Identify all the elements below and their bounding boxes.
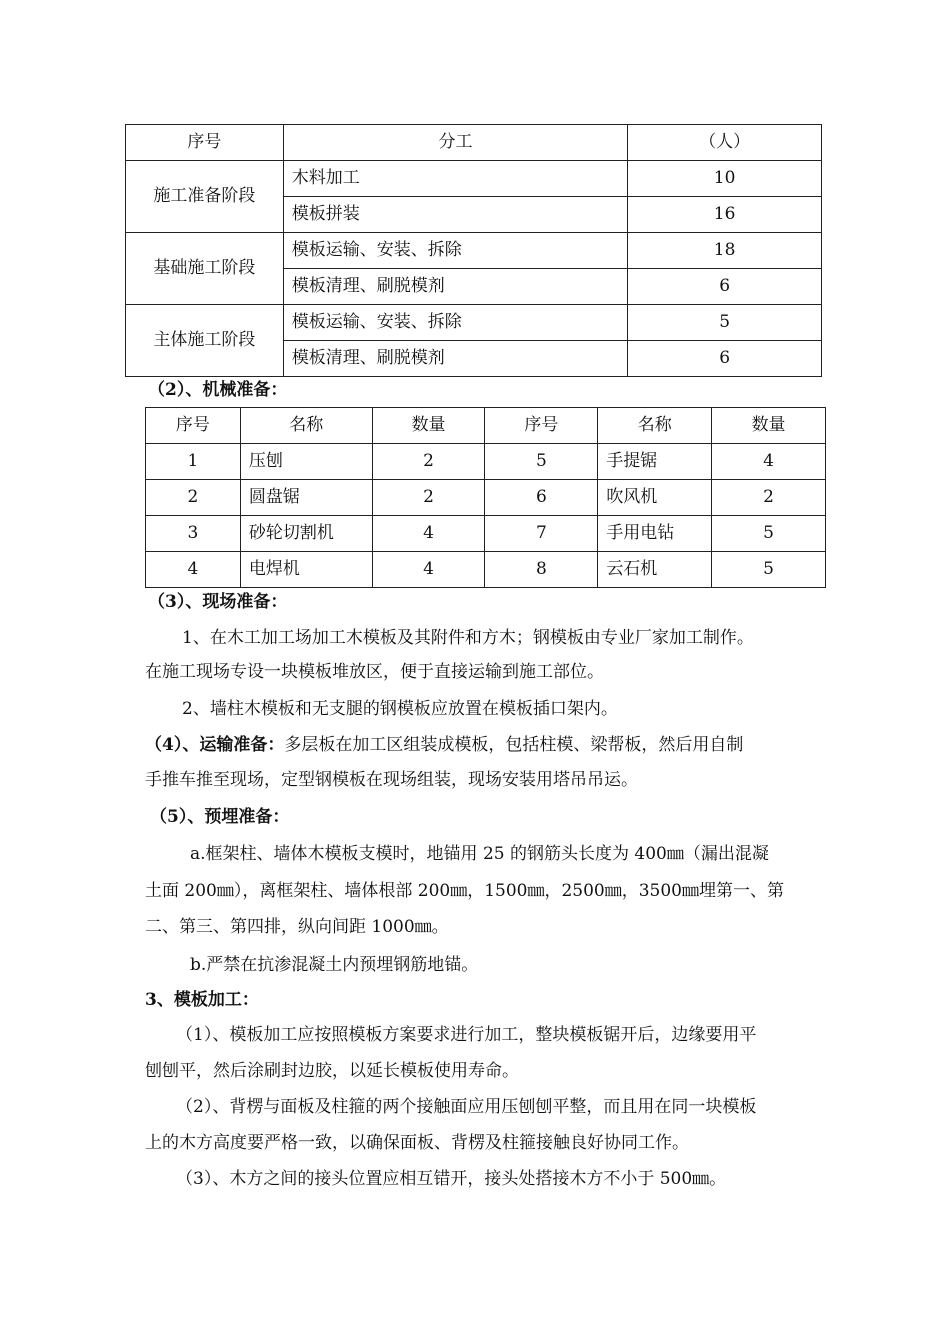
table-cell: 2: [372, 480, 485, 516]
paragraph-line: 土面 200㎜），离框架柱、墙体根部 200㎜，1500㎜，2500㎜，3500㎜埋第一、第: [145, 881, 784, 901]
table-cell: 5: [712, 516, 826, 552]
table-cell: 8: [485, 552, 598, 588]
count-cell: 5: [628, 305, 822, 341]
table-cell: 砂轮切割机: [240, 516, 372, 552]
table-row: [146, 552, 826, 588]
stage-cell: 主体施工阶段: [126, 305, 284, 377]
stage-cell: 基础施工阶段: [126, 233, 284, 305]
count-cell: 18: [628, 233, 822, 269]
table-cell: 4: [372, 516, 485, 552]
table-row: [146, 516, 826, 552]
table-cell: 7: [485, 516, 598, 552]
table-cell: 3: [146, 516, 241, 552]
header-cell: 序号: [485, 408, 598, 444]
table-cell: 5: [712, 552, 826, 588]
header-cell: （人）: [628, 125, 822, 161]
transport-heading: （4）、运输准备：: [145, 735, 285, 755]
stage-cell: 施工准备阶段: [126, 161, 284, 233]
count-cell: 10: [628, 161, 822, 197]
header-cell: 序号: [126, 125, 284, 161]
header-cell: 数量: [372, 408, 485, 444]
table-cell: 吹风机: [598, 480, 712, 516]
paragraph-text: 多层板在加工区组装成模板，包括柱模、梁帮板，然后用自制: [284, 735, 744, 755]
header-cell: 名称: [598, 408, 712, 444]
paragraph-line: a.框架柱、墙体木模板支模时，地锚用 25 的钢筋头长度为 400㎜（漏出混凝: [190, 844, 769, 864]
task-cell: 木料加工: [283, 161, 627, 197]
table-header-row: [126, 125, 822, 161]
table-cell: 4: [372, 552, 485, 588]
table-row: [126, 305, 822, 341]
table-cell: 2: [372, 444, 485, 480]
task-cell: 模板拼装: [283, 197, 627, 233]
table-cell: 2: [712, 480, 826, 516]
header-cell: 名称: [240, 408, 372, 444]
table-cell: 4: [146, 552, 241, 588]
table-row: [126, 233, 822, 269]
paragraph-line: 2、墙柱木模板和无支腿的钢模板应放置在模板插口架内。: [182, 699, 618, 719]
table-row: [146, 480, 826, 516]
count-cell: 6: [628, 341, 822, 377]
table-cell: 压刨: [240, 444, 372, 480]
count-cell: 16: [628, 197, 822, 233]
paragraph-line: （2）、背楞与面板及柱箍的两个接触面应用压刨刨平整，而且用在同一块模板: [176, 1097, 757, 1117]
site-heading: （3）、现场准备：: [148, 592, 288, 612]
table-row: [146, 444, 826, 480]
task-cell: 模板运输、安装、拆除: [283, 233, 627, 269]
table-cell: 1: [146, 444, 241, 480]
paragraph-line: 二、第三、第四排，纵向间距 1000㎜。: [145, 917, 449, 937]
header-cell: 数量: [712, 408, 826, 444]
paragraph-line: 上的木方高度要严格一致，以确保面板、背楞及柱箍接触良好协同工作。: [145, 1133, 689, 1153]
table-cell: 5: [485, 444, 598, 480]
machine-table: [145, 407, 826, 588]
task-cell: 模板清理、刷脱模剂: [283, 269, 627, 305]
embed-heading: （5）、预埋准备：: [150, 807, 290, 827]
table-row: [126, 161, 822, 197]
table-cell: 圆盘锯: [240, 480, 372, 516]
paragraph-line: 在施工现场专设一块模板堆放区，便于直接运输到施工部位。: [145, 662, 604, 682]
task-cell: 模板运输、安装、拆除: [283, 305, 627, 341]
table-cell: 6: [485, 480, 598, 516]
task-cell: 模板清理、刷脱模剂: [283, 341, 627, 377]
paragraph-line: 1、在木工加工场加工木模板及其附件和方木；钢模板由专业厂家加工制作。: [182, 628, 754, 648]
table-cell: 4: [712, 444, 826, 480]
table-header-row: [146, 408, 826, 444]
transport-line: [145, 733, 743, 757]
paragraph-line: 刨刨平，然后涂刷封边胶，以延长模板使用寿命。: [145, 1061, 519, 1081]
table-cell: 2: [146, 480, 241, 516]
process-heading: 3、模板加工：: [145, 990, 259, 1010]
machine-heading: （2）、机械准备：: [148, 380, 288, 400]
table-cell: 电焊机: [240, 552, 372, 588]
header-cell: 序号: [146, 408, 241, 444]
paragraph-line: 手推车推至现场，定型钢模板在现场组装，现场安装用塔吊吊运。: [145, 770, 638, 790]
paragraph-line: （3）、木方之间的接头位置应相互错开，接头处搭接木方不小于 500㎜。: [176, 1169, 727, 1189]
table-cell: 云石机: [598, 552, 712, 588]
paragraph-line: b.严禁在抗渗混凝土内预埋钢筋地锚。: [190, 955, 479, 975]
header-cell: 分工: [283, 125, 627, 161]
count-cell: 6: [628, 269, 822, 305]
labor-table: [125, 124, 822, 377]
table-cell: 手用电钻: [598, 516, 712, 552]
table-cell: 手提锯: [598, 444, 712, 480]
paragraph-line: （1）、模板加工应按照模板方案要求进行加工，整块模板锯开后，边缘要用平: [176, 1025, 757, 1045]
